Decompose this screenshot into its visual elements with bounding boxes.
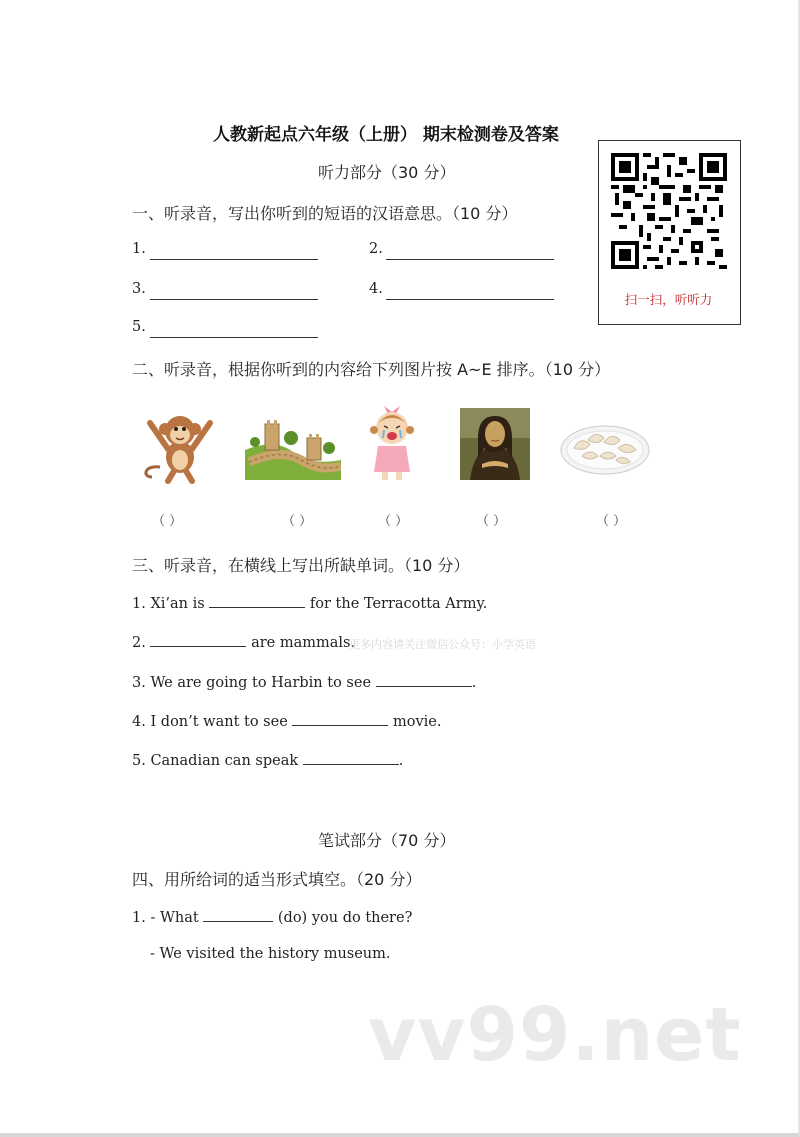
site-watermark: vv99.net <box>368 992 742 1078</box>
wechat-watermark: 更多内容请关注微信公众号：小学英语 <box>349 638 536 651</box>
listening-heading: 听力部分（30 分） <box>318 163 456 182</box>
s1-item-1-blank[interactable] <box>150 258 318 260</box>
s1-item-2-number: 2. <box>369 241 383 257</box>
section4-title: 四、用所给词的适当形式填空。（20 分） <box>132 870 422 889</box>
s1-item-5-blank[interactable] <box>150 336 318 338</box>
picture-1-answer-slot[interactable]: （ ） <box>152 514 183 529</box>
s3-q5-blank[interactable] <box>303 750 399 765</box>
picture-2-answer-slot[interactable]: （ ） <box>282 514 313 529</box>
s4-question-1-answer: - We visited the history museum. <box>150 946 391 962</box>
s3-question-3: 3. We are going to Harbin to see . <box>132 672 476 691</box>
picture-5-answer-slot[interactable]: （ ） <box>596 514 627 529</box>
s3-q2-blank[interactable] <box>150 632 246 647</box>
s1-item-5-number: 5. <box>132 319 146 335</box>
section1-title: 一、听录音，写出你听到的短语的汉语意思。（10 分） <box>132 204 518 223</box>
s1-item-4-blank[interactable] <box>386 298 554 300</box>
qr-caption: 扫一扫，听听力 <box>624 292 713 307</box>
s4-q1-blank[interactable] <box>203 907 273 922</box>
s4-question-1: 1. - What (do) you do there? <box>132 907 412 926</box>
section2-title: 二、听录音，根据你听到的内容给下列图片按 A~E 排序。（10 分） <box>132 360 611 379</box>
s3-question-4: 4. I don’t want to see movie. <box>132 711 442 730</box>
s1-item-2-blank[interactable] <box>386 258 554 260</box>
s1-item-4-number: 4. <box>369 281 383 297</box>
s1-item-1-number: 1. <box>132 241 146 257</box>
s3-question-2: 2. are mammals. <box>132 632 355 651</box>
picture-4-answer-slot[interactable]: （ ） <box>476 514 507 529</box>
s3-q1-blank[interactable] <box>209 593 305 608</box>
s3-question-1: 1. Xi’an is for the Terracotta Army. <box>132 593 487 612</box>
crying-girl-picture <box>362 400 422 482</box>
section3-title: 三、听录音，在横线上写出所缺单词。（10 分） <box>132 556 470 575</box>
s3-q4-blank[interactable] <box>292 711 388 726</box>
s1-item-3-number: 3. <box>132 281 146 297</box>
great-wall-picture <box>245 408 341 480</box>
monkey-picture <box>138 405 222 485</box>
picture-3-answer-slot[interactable]: （ ） <box>378 514 409 529</box>
written-heading: 笔试部分（70 分） <box>318 831 456 850</box>
s1-item-3-blank[interactable] <box>150 298 318 300</box>
qr-code-icon <box>611 153 727 269</box>
s3-question-5: 5. Canadian can speak . <box>132 750 403 769</box>
s3-q3-blank[interactable] <box>376 672 472 687</box>
page-title: 人教新起点六年级（上册） 期末检测卷及答案 <box>213 125 559 145</box>
dumplings-picture <box>560 420 650 478</box>
mona-lisa-picture <box>460 408 530 480</box>
